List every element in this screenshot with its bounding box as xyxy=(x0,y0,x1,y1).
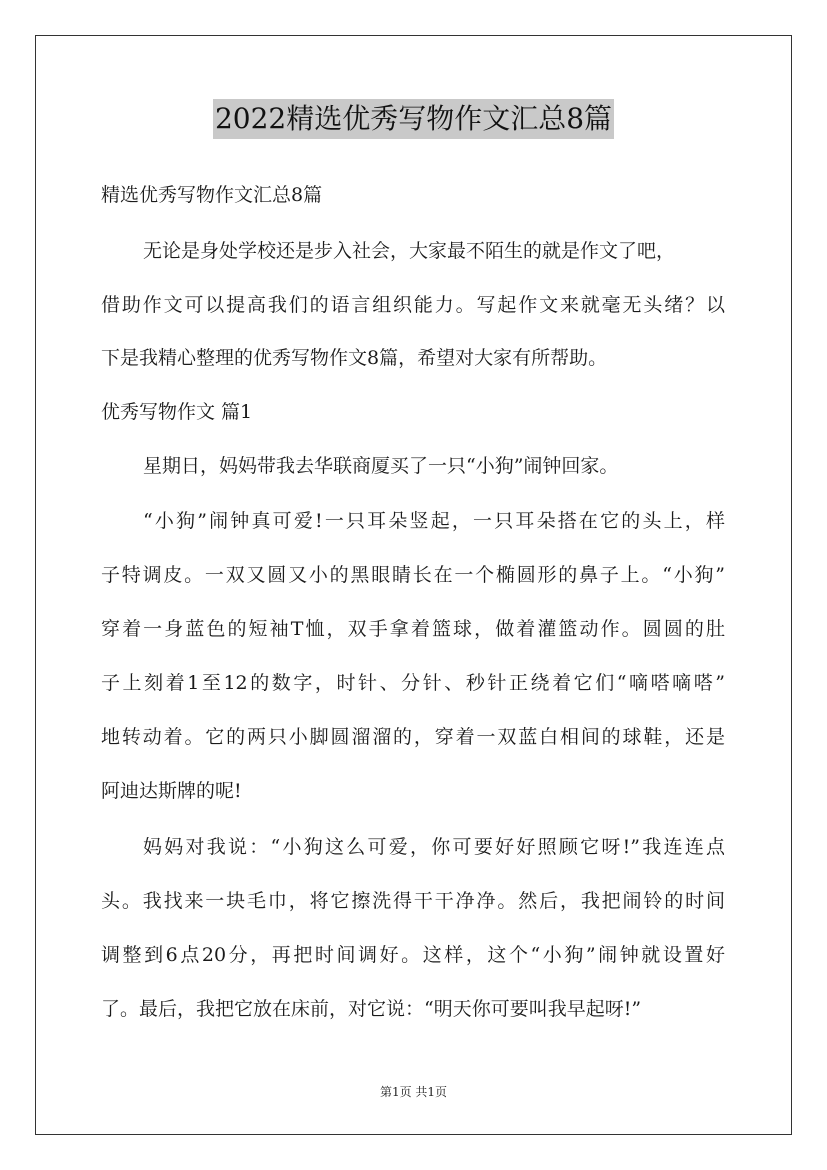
paragraph-2-line-4: 子上刻着1至12的数字，时针、分针、秒针正绕着它们“嘀嗒嘀嗒” xyxy=(101,672,725,694)
section-heading: 优秀写物作文 篇1 xyxy=(101,401,253,423)
paragraph-2-line-3: 穿着一身蓝色的短袖T恤，双手拿着篮球，做着灌篮动作。圆圆的肚 xyxy=(101,618,725,640)
paragraph-2-line-2: 子特调皮。一双又圆又小的黑眼睛长在一个椭圆形的鼻子上。“小狗” xyxy=(101,564,725,586)
intro-line-1: 无论是身处学校还是步入社会，大家最不陌生的就是作文了吧， xyxy=(143,240,676,262)
paragraph-3-line-1: 妈妈对我说：“小狗这么可爱，你可要好好照顾它呀!”我连连点 xyxy=(143,836,725,858)
paragraph-2-line-5: 地转动着。它的两只小脚圆溜溜的，穿着一双蓝白相间的球鞋，还是 xyxy=(101,726,725,748)
paragraph-1-line-1: 星期日，妈妈带我去华联商厦买了一只“小狗”闹钟回家。 xyxy=(143,455,619,477)
intro-line-3: 下是我精心整理的优秀写物作文8篇，希望对大家有所帮助。 xyxy=(101,347,608,369)
document-title: 2022精选优秀写物作文汇总8篇 xyxy=(213,99,614,139)
paragraph-2-line-6: 阿迪达斯牌的呢! xyxy=(101,780,242,802)
page-footer: 第1页 共1页 xyxy=(379,1085,448,1099)
title-container xyxy=(0,99,827,139)
document-subtitle: 精选优秀写物作文汇总8篇 xyxy=(101,184,323,206)
intro-line-2: 借助作文可以提高我们的语言组织能力。写起作文来就毫无头绪？以 xyxy=(101,294,725,316)
paragraph-3-line-4: 了。最后，我把它放在床前，对它说：“明天你可要叫我早起呀!” xyxy=(101,998,642,1020)
paragraph-2-line-1: “小狗”闹钟真可爱!一只耳朵竖起，一只耳朵搭在它的头上，样 xyxy=(143,510,725,532)
paragraph-3-line-2: 头。我找来一块毛巾，将它擦洗得干干净净。然后，我把闹铃的时间 xyxy=(101,890,725,912)
paragraph-3-line-3: 调整到6点20分，再把时间调好。这样，这个“小狗”闹钟就设置好 xyxy=(101,944,725,966)
